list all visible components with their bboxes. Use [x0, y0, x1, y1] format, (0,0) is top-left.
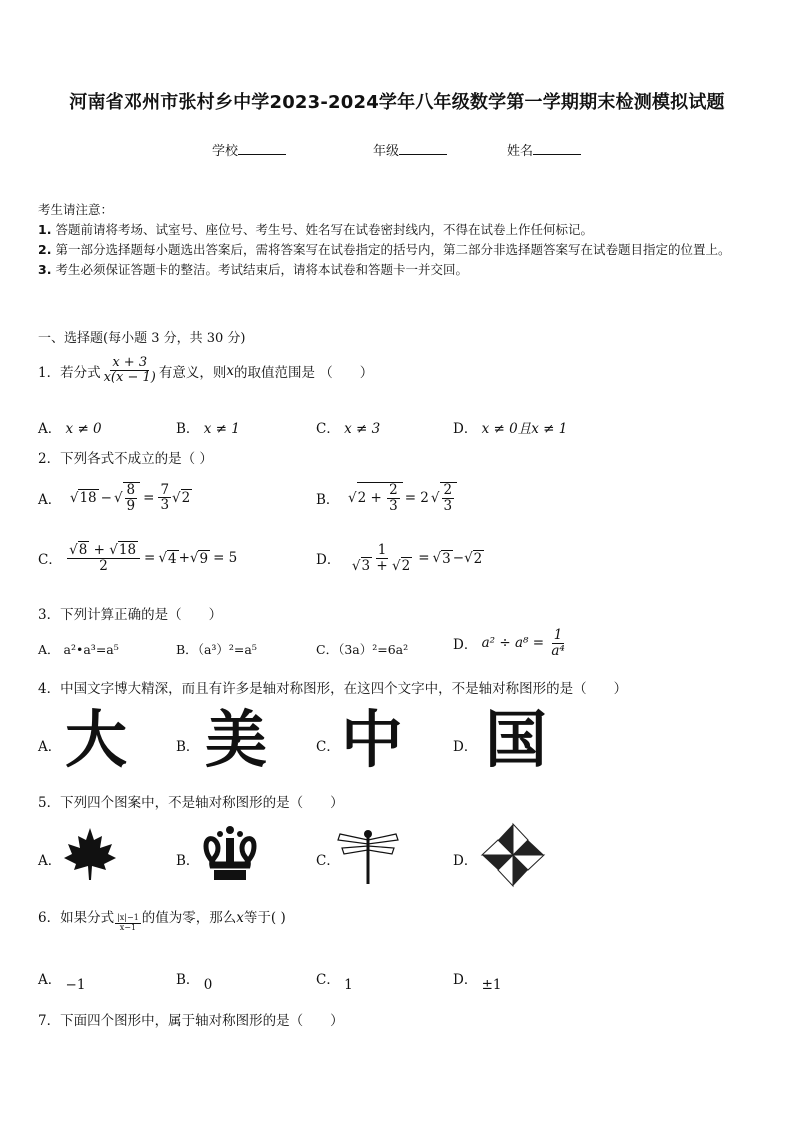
- dragonfly-icon: [336, 826, 400, 886]
- q2-option-c[interactable]: C． $\frac{√8 + √18}{2}$ = √ 4 + √ 9 = 5: [38, 542, 238, 574]
- q6-option-d[interactable]: D． ±1: [453, 972, 502, 993]
- pinwheel-icon: [480, 822, 546, 888]
- tulip-pattern-icon: [200, 824, 260, 886]
- q4-char-zhong-image: 中: [340, 703, 403, 776]
- q4-option-d-label[interactable]: D．: [453, 739, 478, 755]
- q6-fraction: $\frac{|x|-1}{x-1}$: [117, 913, 139, 932]
- q4-option-a-label[interactable]: A．: [38, 739, 62, 755]
- q3-option-c[interactable]: C．（3a）²=6a²: [316, 642, 409, 657]
- q4-char-guo-image: 国: [484, 703, 547, 776]
- notice-block: [38, 200, 758, 280]
- q1-text: 若分式: [60, 364, 101, 381]
- q5-option-c-label[interactable]: C．: [316, 853, 340, 869]
- q2-option-b[interactable]: B． √ 2 + $\frac{2}{3}$ = 2 √ $\frac{2}{3}$: [316, 482, 457, 514]
- notice-item: 3. 考生必须保证答题卡的整洁。考试结束后，请将本试卷和答题卡一并交回。: [38, 262, 468, 277]
- question-1: [38, 356, 373, 386]
- q6-option-a[interactable]: A． −1: [38, 972, 86, 993]
- q5-option-b-label[interactable]: B．: [176, 853, 200, 869]
- school-field: [212, 140, 286, 159]
- q1-text-3: 的取值范围是 （ ）: [233, 364, 374, 381]
- question-7: 7．下面四个图形中，属于轴对称图形的是（ ）: [38, 1013, 344, 1029]
- q4-option-b-label[interactable]: B．: [176, 739, 200, 755]
- q1-var: x: [226, 362, 234, 379]
- notice-item: 1. 答题前请将考场、试室号、座位号、考生号、姓名写在试卷密封线内，不得在试卷上作任何标记。: [38, 222, 593, 237]
- q6-option-c[interactable]: C． 1: [316, 972, 353, 993]
- section-heading: 一、选择题(每小题 3 分，共 30 分): [38, 331, 246, 346]
- q1-fraction: $\frac{x + 3}{x(x - 1)}$: [103, 355, 156, 386]
- q4-option-c-label[interactable]: C．: [316, 739, 340, 755]
- question-2: 2．下列各式不成立的是（ ）: [38, 451, 213, 467]
- school-blank[interactable]: [238, 142, 286, 155]
- q4-char-mei-image: 美: [204, 703, 267, 776]
- school-label: 学校: [212, 144, 239, 159]
- question-5: 5．下列四个图案中，不是轴对称图形的是（ ）: [38, 795, 344, 811]
- page-title: 河南省邓州市张村乡中学2023-2024学年八年级数学第一学期期末检测模拟试题: [69, 92, 725, 113]
- q1-option-b[interactable]: B． x ≠ 1: [176, 421, 240, 437]
- q5-option-d-label[interactable]: D．: [453, 853, 478, 869]
- notice-heading: 考生请注意：: [38, 202, 114, 217]
- grade-blank[interactable]: [399, 142, 447, 155]
- name-label: 姓名: [507, 144, 534, 159]
- name-blank[interactable]: [533, 142, 581, 155]
- q1-option-a[interactable]: A． x ≠ 0: [38, 421, 102, 437]
- maple-leaf-icon: [62, 826, 118, 882]
- q6-option-b[interactable]: B． 0: [176, 972, 213, 993]
- question-3: 3．下列计算正确的是（ ）: [38, 607, 223, 623]
- q1-option-d[interactable]: D． x ≠ 0且x ≠ 1: [453, 421, 568, 437]
- q1-number: 1．: [38, 364, 61, 381]
- q3-option-a[interactable]: A． a²•a³=a⁵: [38, 642, 119, 657]
- q2-option-d[interactable]: D． $\frac{1}{√3 + √2}$ = √ 3 − √ 2: [316, 542, 483, 574]
- q2-option-a[interactable]: A． √ 18 − √ $\frac{8}{9}$ = $\frac{7}{3}$ √ 2: [38, 481, 191, 514]
- name-field: [507, 140, 581, 159]
- grade-label: 年级: [373, 144, 400, 159]
- q3-option-d[interactable]: D． a² ÷ a⁸ = $\frac{1}{\text{a⁴}}$: [453, 627, 565, 659]
- q3-option-b[interactable]: B．（a³）²=a⁵: [176, 642, 257, 657]
- grade-field: [373, 140, 447, 159]
- question-4: 4．中国文字博大精深，而且有许多是轴对称图形，在这四个文字中，不是轴对称图形的是（ ）: [38, 681, 628, 697]
- q5-option-a-label[interactable]: A．: [38, 853, 62, 869]
- question-6: 6． 如果分式 $\frac{|x|-1}{x-1}$ 的值为零，那么 x 等于( ): [38, 910, 286, 932]
- q4-char-da-image: 大: [64, 703, 127, 776]
- notice-item: 2. 第一部分选择题每小题选出答案后，需将答案写在试卷指定的括号内，第二部分非选择题答案写在试卷题目指定的位置上。: [38, 242, 731, 257]
- q1-text-2: 有意义，则: [158, 364, 227, 381]
- q1-option-c[interactable]: C． x ≠ 3: [316, 421, 381, 437]
